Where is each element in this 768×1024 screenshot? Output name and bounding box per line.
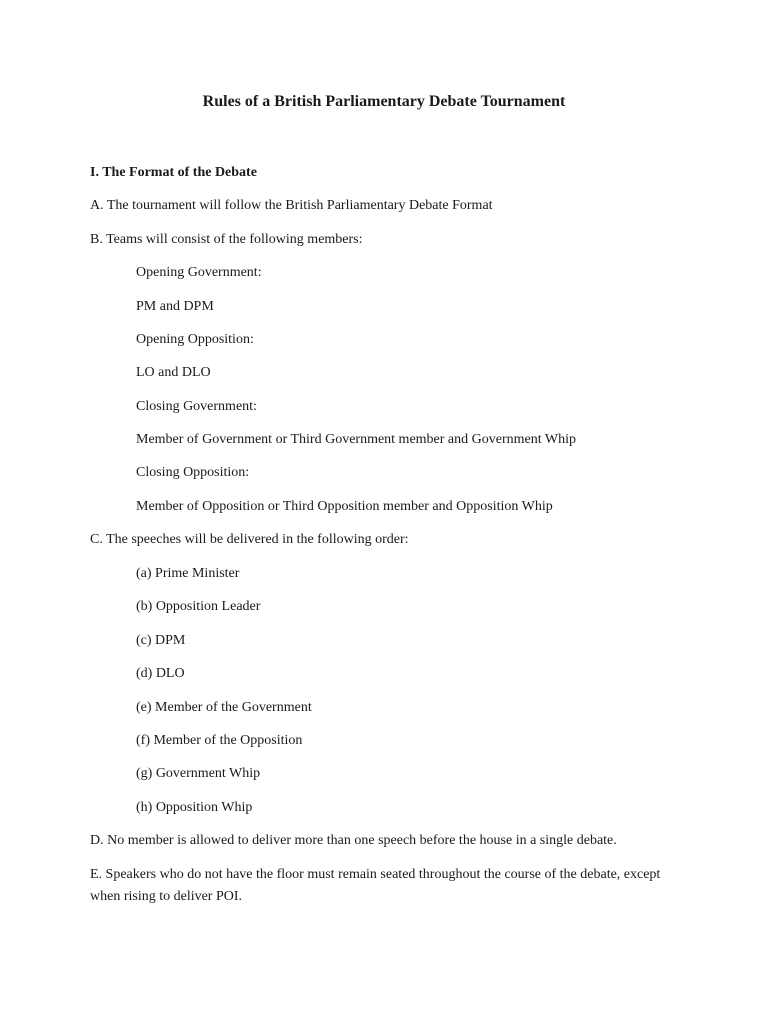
team-line: Member of Opposition or Third Opposition member and Opposition Whip — [136, 499, 553, 514]
speech-order-item: (h) Opposition Whip — [136, 800, 253, 815]
rule-e: E. Speakers who do not have the floor must remain seated throughout the course of the debate, except when rising to deliver POI. — [90, 867, 661, 904]
speech-order-item: (g) Government Whip — [136, 766, 261, 781]
speech-order-item: (c) DPM — [136, 633, 186, 648]
rule-a: A. The tournament will follow the British Parliamentary Debate Format — [90, 198, 493, 213]
team-line: PM and DPM — [136, 299, 214, 314]
speech-order-item: (d) DLO — [136, 666, 185, 681]
team-line: LO and DLO — [136, 365, 211, 380]
speech-order-item: (a) Prime Minister — [136, 566, 240, 581]
rule-d: D. No member is allowed to deliver more than one speech before the house in a single debate. — [90, 833, 617, 848]
section-heading: I. The Format of the Debate — [90, 165, 257, 180]
team-line: Closing Government: — [136, 399, 257, 414]
team-line: Opening Opposition: — [136, 332, 254, 347]
rule-b: B. Teams will consist of the following members: — [90, 232, 363, 247]
team-line: Closing Opposition: — [136, 465, 250, 480]
rule-c: C. The speeches will be delivered in the following order: — [90, 532, 409, 547]
speech-order-item: (b) Opposition Leader — [136, 599, 261, 614]
speech-order-item: (f) Member of the Opposition — [136, 733, 303, 748]
team-line: Member of Government or Third Government member and Government Whip — [136, 432, 576, 447]
team-line: Opening Government: — [136, 265, 262, 280]
document-title: Rules of a British Parliamentary Debate Tournament — [202, 93, 566, 110]
speech-order-item: (e) Member of the Government — [136, 700, 312, 715]
